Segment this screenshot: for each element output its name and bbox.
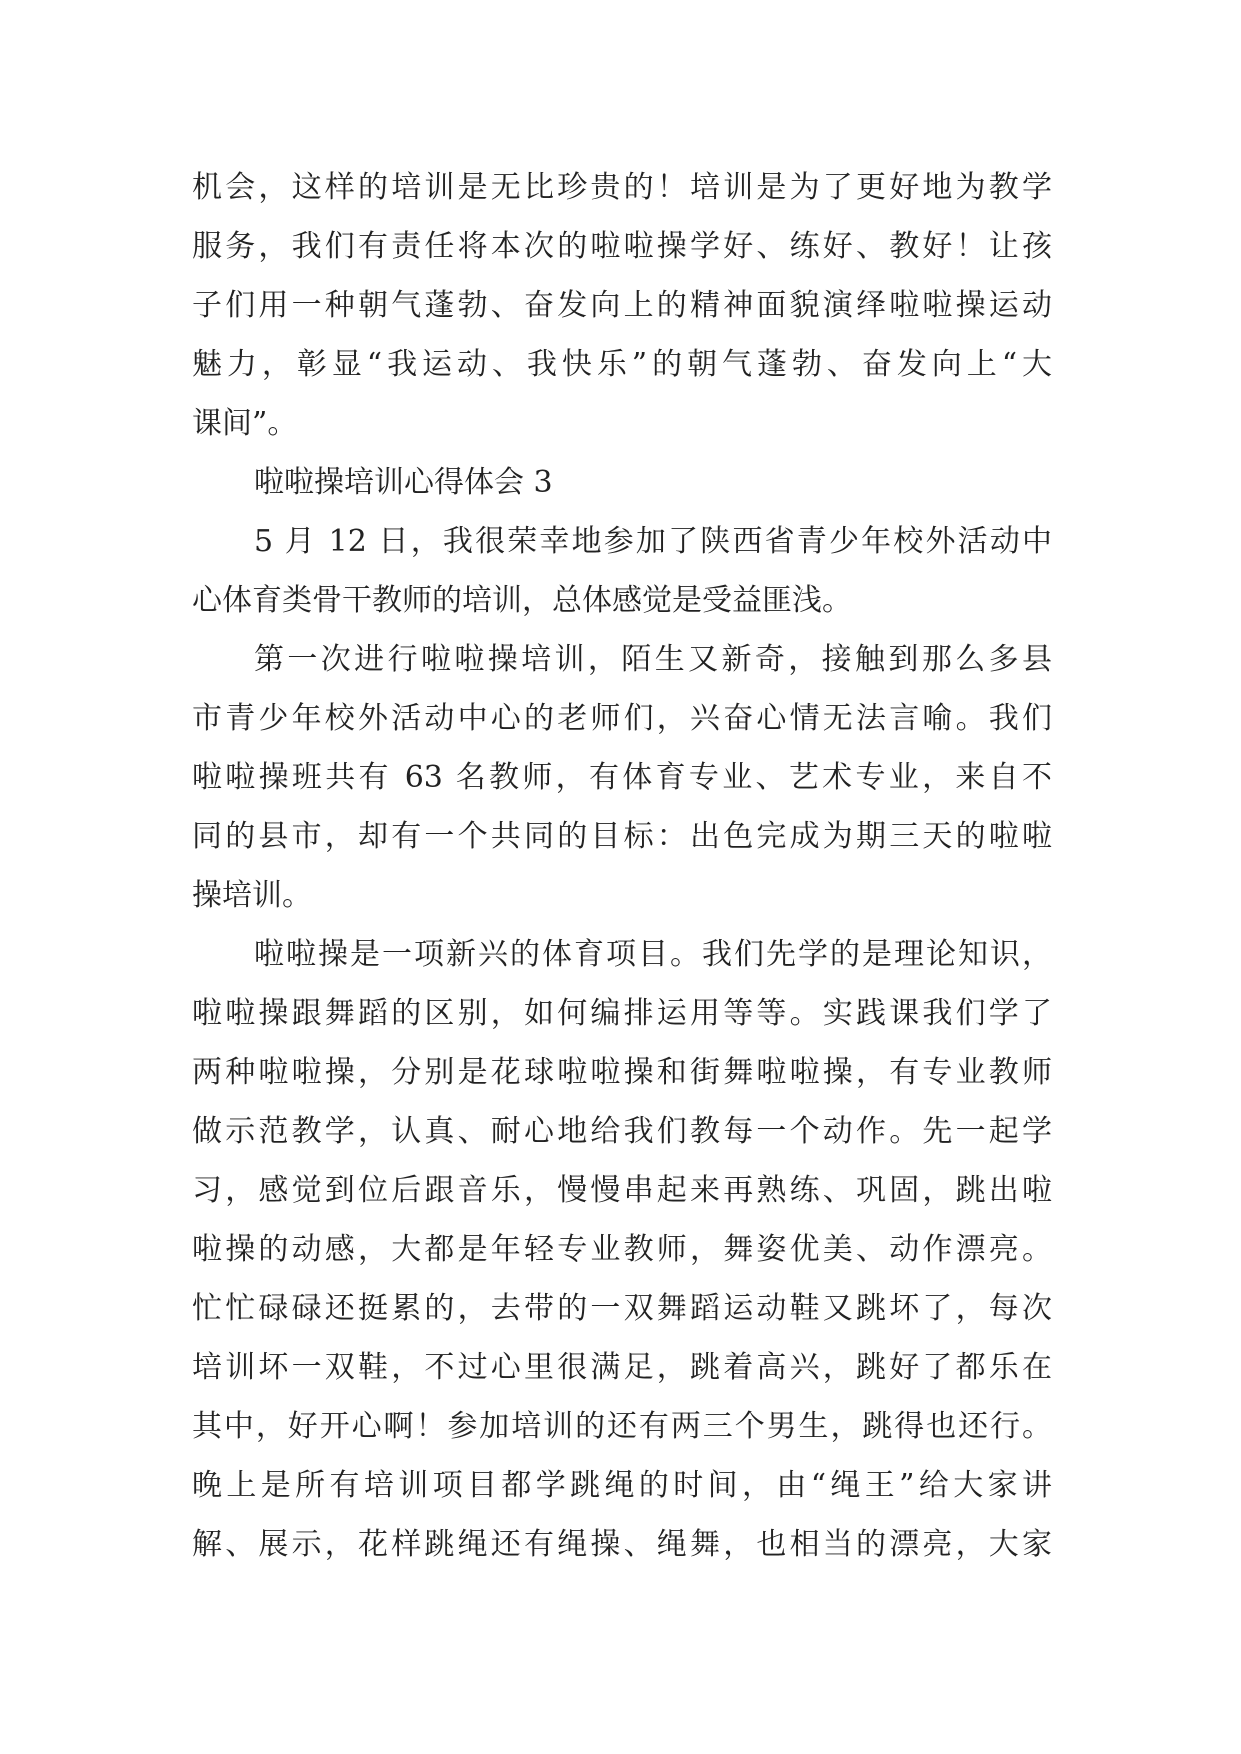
- text-line: 习，感觉到位后跟音乐，慢慢串起来再熟练、巩固，跳出啦: [192, 1173, 1052, 1208]
- text-line: 5 月 12 日，我很荣幸地参加了陕西省青少年校外活动中: [254, 524, 1052, 559]
- text-line: 啦啦操班共有 63 名教师，有体育专业、艺术专业，来自不: [192, 760, 1052, 795]
- paragraph-2: [192, 630, 1052, 925]
- text-line: 子们用一种朝气蓬勃、奋发向上的精神面貌演绎啦啦操运动: [192, 288, 1052, 323]
- text-line: 做示范教学，认真、耐心地给我们教每一个动作。先一起学: [192, 1114, 1052, 1149]
- text-line: 其中，好开心啊！参加培训的还有两三个男生，跳得也还行。: [192, 1409, 1052, 1444]
- text-line: 服务，我们有责任将本次的啦啦操学好、练好、教好！让孩: [192, 229, 1052, 264]
- text-line: 第一次进行啦啦操培训，陌生又新奇，接触到那么多县: [254, 642, 1052, 677]
- text-line: 课间”。: [192, 406, 298, 441]
- text-line: 晚上是所有培训项目都学跳绳的时间，由“绳王”给大家讲: [192, 1468, 1052, 1503]
- paragraph-3: [192, 925, 1052, 1574]
- text-line: 培训坏一双鞋，不过心里很满足，跳着高兴，跳好了都乐在: [192, 1350, 1052, 1385]
- section-title: [192, 453, 1052, 512]
- text-line: 魅力，彰显“我运动、我快乐”的朝气蓬勃、奋发向上“大: [192, 347, 1052, 382]
- text-line: 心体育类骨干教师的培训，总体感觉是受益匪浅。: [192, 583, 852, 618]
- paragraph-1: [192, 512, 1052, 630]
- paragraph-previous: [192, 158, 1052, 453]
- text-line: 啦啦操跟舞蹈的区别，如何编排运用等等。实践课我们学了: [192, 996, 1052, 1031]
- text-line: 市青少年校外活动中心的老师们，兴奋心情无法言喻。我们: [192, 701, 1052, 736]
- text-line: 机会，这样的培训是无比珍贵的！培训是为了更好地为教学: [192, 170, 1052, 205]
- text-line: 啦操的动感，大都是年轻专业教师，舞姿优美、动作漂亮。: [192, 1232, 1052, 1267]
- section-title-text: 啦啦操培训心得体会 3: [254, 465, 553, 500]
- text-line: 解、展示，花样跳绳还有绳操、绳舞，也相当的漂亮，大家: [192, 1527, 1052, 1562]
- text-line: 两种啦啦操，分别是花球啦啦操和街舞啦啦操，有专业教师: [192, 1055, 1052, 1090]
- text-line: 忙忙碌碌还挺累的，去带的一双舞蹈运动鞋又跳坏了，每次: [192, 1291, 1052, 1326]
- document-body: [192, 158, 1052, 1574]
- text-line: 啦啦操是一项新兴的体育项目。我们先学的是理论知识，: [254, 937, 1052, 972]
- text-line: 同的县市，却有一个共同的目标：出色完成为期三天的啦啦: [192, 819, 1052, 854]
- text-line: 操培训。: [192, 878, 312, 913]
